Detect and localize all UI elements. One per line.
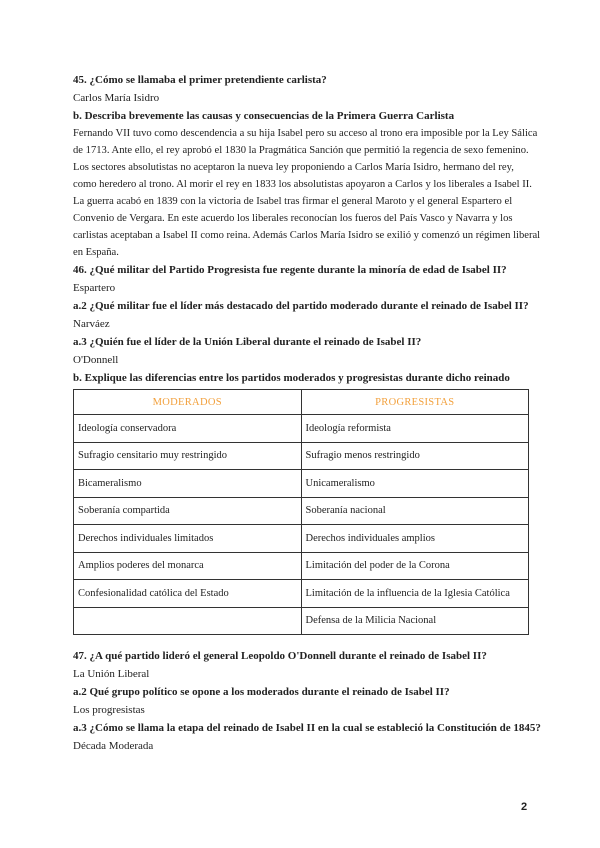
paragraph-line: de 1713. Ante ello, el rey aprobó el 1830 la Pragmática Sanción que permitió la regencia de sexo femenino. (73, 145, 529, 156)
table-row (74, 580, 529, 608)
answer-45b-paragraph (73, 125, 541, 261)
table-cell: Ideología conservadora (74, 415, 302, 443)
paragraph-line: como heredero al trono. Al morir el rey en 1833 los absolutistas apoyaron a Carlos y los liberales a Isabel II. (73, 179, 532, 190)
table-cell: Sufragio menos restringido (301, 442, 529, 470)
table-cell: Bicameralismo (74, 470, 302, 498)
table-cell: Defensa de la Milicia Nacional (301, 607, 529, 635)
answer-46-a3: O'Donnell (73, 354, 119, 366)
paragraph-line: en España. (73, 247, 119, 258)
question-46-a3: a.3 ¿Quién fue el líder de la Unión Liberal durante el reinado de Isabel II? (73, 336, 422, 348)
answer-46: Espartero (73, 282, 116, 294)
table-row (74, 497, 529, 525)
table-cell (74, 607, 302, 635)
header-moderados: MODERADOS (74, 390, 302, 415)
table-row (74, 607, 529, 635)
answer-47-a3: Década Moderada (73, 740, 154, 752)
table-cell: Confesionalidad católica del Estado (74, 580, 302, 608)
question-45: 45. ¿Cómo se llamaba el primer pretendiente carlista? (73, 74, 327, 86)
question-47: 47. ¿A qué partido lideró el general Leopoldo O'Donnell durante el reinado de Isabel II? (73, 650, 487, 662)
table-cell: Limitación del poder de la Corona (301, 552, 529, 580)
table-header-row (74, 390, 529, 415)
answer-45: Carlos María Isidro (73, 92, 160, 104)
comparison-table (73, 389, 529, 635)
table-cell: Ideología reformista (301, 415, 529, 443)
table-row (74, 552, 529, 580)
header-progresistas: PROGRESISTAS (301, 390, 529, 415)
paragraph-line: Convenio de Vergara. En este acuerdo los liberales reconocían los fueros del País Vasco y Navarra y los (73, 213, 513, 224)
paragraph-line: carlistas aceptaban a Isabel II como reina. Además Carlos María Isidro se exilió y comenzó un régimen liberal (73, 230, 541, 241)
page-content (73, 71, 541, 755)
answer-46-a2: Narváez (73, 318, 110, 330)
answer-47: La Unión Liberal (73, 668, 150, 680)
table-row (74, 442, 529, 470)
table-cell: Unicameralismo (301, 470, 529, 498)
table-row (74, 525, 529, 553)
question-46-a2: a.2 ¿Qué militar fue el líder más destacado del partido moderado durante el reinado de Isabel II? (73, 300, 529, 312)
paragraph-line: Fernando VII tuvo como descendencia a su hija Isabel pero su acceso al trono era imposible por la Ley Sálica (73, 128, 538, 139)
table-cell: Sufragio censitario muy restringido (74, 442, 302, 470)
question-46: 46. ¿Qué militar del Partido Progresista fue regente durante la minoría de edad de Isabel II? (73, 264, 507, 276)
paragraph-line: Los sectores absolutistas no aceptaron la nueva ley proponiendo a Carlos María Isidro, hermano del rey, (73, 162, 514, 173)
table-cell: Amplios poderes del monarca (74, 552, 302, 580)
table-cell: Derechos individuales amplios (301, 525, 529, 553)
table-cell: Limitación de la influencia de la Iglesia Católica (301, 580, 529, 608)
table-row (74, 415, 529, 443)
table-cell: Soberanía compartida (74, 497, 302, 525)
paragraph-line: La guerra acabó en 1839 con la victoria de Isabel tras firmar el general Maroto y el general Espartero el (73, 196, 513, 207)
answer-47-a2: Los progresistas (73, 704, 145, 716)
page-number: 2 (521, 801, 528, 813)
question-46b: b. Explique las diferencias entre los partidos moderados y progresistas durante dicho reinado (73, 372, 510, 384)
table-row (74, 470, 529, 498)
question-47-a2: a.2 Qué grupo político se opone a los moderados durante el reinado de Isabel II? (73, 686, 450, 698)
table-cell: Soberanía nacional (301, 497, 529, 525)
table-cell: Derechos individuales limitados (74, 525, 302, 553)
spacer (73, 635, 529, 647)
question-47-a3: a.3 ¿Cómo se llama la etapa del reinado de Isabel II en la cual se estableció la Constitución de 1845? (73, 722, 541, 734)
question-45b: b. Describa brevemente las causas y consecuencias de la Primera Guerra Carlista (73, 110, 455, 122)
